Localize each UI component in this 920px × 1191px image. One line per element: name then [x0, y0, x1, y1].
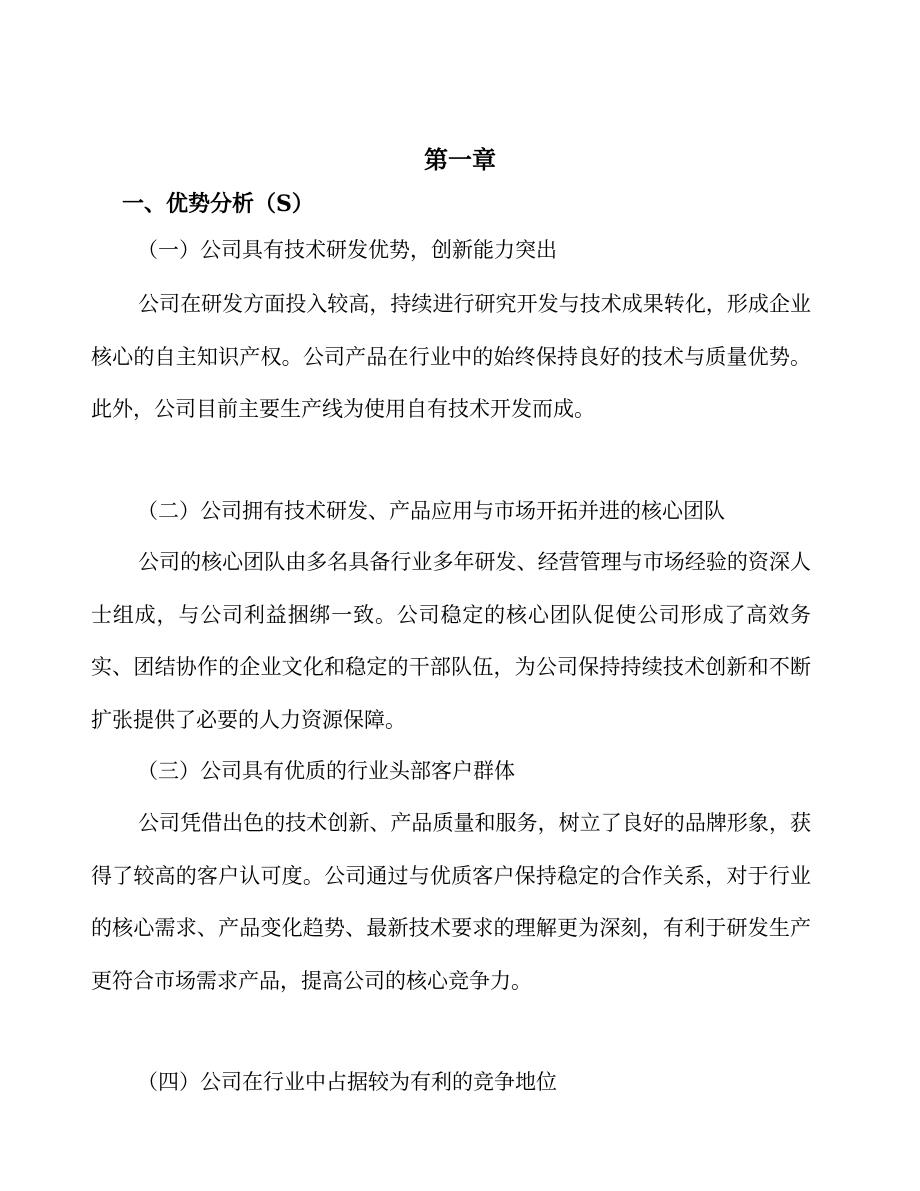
paragraph-3: 公司凭借出色的技术创新、产品质量和服务，树立了良好的品牌形象，获得了较高的客户认可度。公司通过与优质客户保持稳定的合作关系，对于行业的核心需求、产品变化趋势、最新技术要求的理解更为深刻，有利于研发生产更符合市场需求产品，提高公司的核心竞争力。	[91, 811, 811, 993]
subsection-heading-2: （二）公司拥有技术研发、产品应用与市场开拓并进的核心团队	[137, 499, 725, 523]
section-heading: 一、优势分析（S）	[122, 191, 314, 217]
subsection-heading-4: （四）公司在行业中占据较为有利的竞争地位	[137, 1070, 557, 1094]
paragraph-1: 公司在研发方面投入较高，持续进行研究开发与技术成果转化，形成企业核心的自主知识产权。公司产品在行业中的始终保持良好的技术与质量优势。此外，公司目前主要生产线为使用自有技术开发而成。	[91, 292, 811, 421]
subsection-heading-1: （一）公司具有技术研发优势，创新能力突出	[137, 238, 557, 262]
paragraph-2: 公司的核心团队由多名具备行业多年研发、经营管理与市场经验的资深人士组成，与公司利益捆绑一致。公司稳定的核心团队促使公司形成了高效务实、团结协作的企业文化和稳定的干部队伍，为公司保持持续技术创新和不断扩张提供了必要的人力资源保障。	[91, 550, 811, 732]
chapter-title: 第一章	[424, 145, 496, 174]
subsection-heading-3: （三）公司具有优质的行业头部客户群体	[137, 759, 515, 783]
